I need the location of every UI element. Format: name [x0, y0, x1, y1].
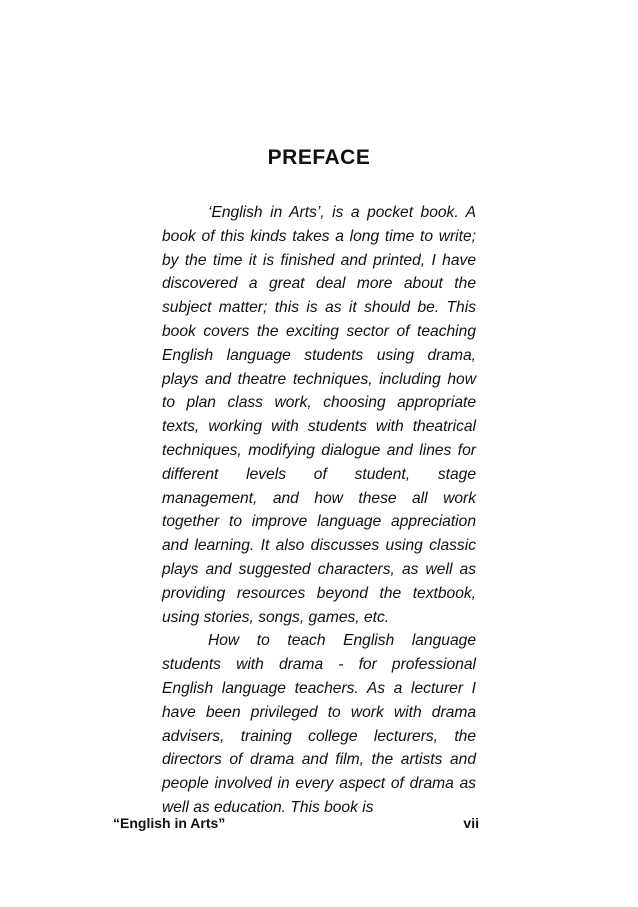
preface-body — [162, 201, 476, 820]
paragraph-1: ‘English in Arts’, is a pocket book. A book of this kinds takes a long time to write; by the time it is finished and printed, I have discovered a great deal more about the subject matter; this is as it should be. This book covers the exciting sector of teaching English language students using drama, plays and theatre techniques, including how to plan class work, choosing appropriate texts, working with students with theatrical techniques, modifying dialogue and lines for different levels of student, stage management, and how these all work together to improve language appreciation and learning. It also discusses using classic plays and suggested characters, as well as providing resources beyond the textbook, using stories, songs, games, etc. — [162, 204, 476, 626]
page-title: PREFACE — [267, 146, 371, 169]
paragraph-2: How to teach English language students with drama - for professional English language teachers. As a lecturer I have been privileged to work with drama advisers, training college lecturers, the directors of drama and film, the artists and people involved in every aspect of drama as well as education. This book is — [162, 632, 476, 816]
running-title: “English in Arts” — [113, 815, 226, 831]
page-number: vii — [463, 815, 479, 831]
